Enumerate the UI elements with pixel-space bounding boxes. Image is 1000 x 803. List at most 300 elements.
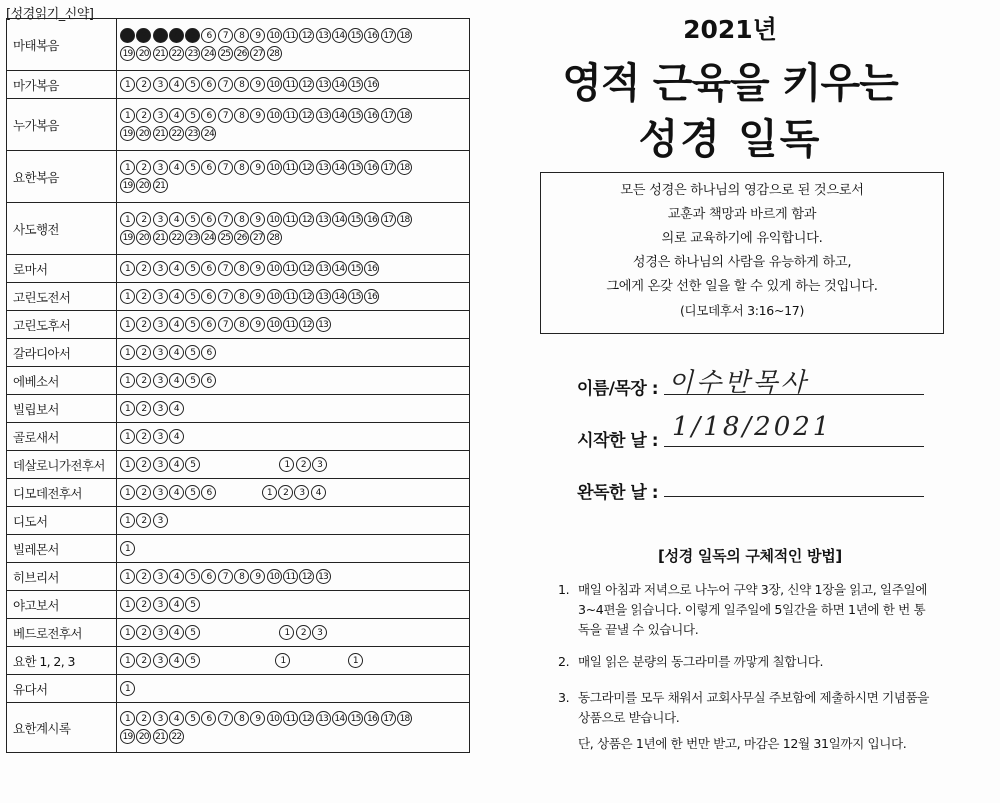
start-date-label: 시작한 날 : (577, 431, 658, 451)
chapter-checkbox[interactable]: 1 (120, 401, 135, 416)
chapter-checkbox[interactable]: 10 (267, 160, 282, 175)
chapter-checkbox[interactable]: 17 (381, 108, 396, 123)
chapter-cell (117, 203, 470, 255)
chapter-checkbox[interactable]: 13 (316, 28, 331, 43)
chapter-checkbox[interactable]: 6 (201, 569, 216, 584)
chapter-checkbox[interactable]: 20 (136, 729, 151, 744)
chapter-checkbox[interactable]: 8 (234, 108, 249, 123)
chapter-checkbox[interactable]: 5 (185, 485, 200, 500)
chapter-checkbox[interactable]: 11 (283, 28, 298, 43)
chapter-line (120, 159, 466, 177)
chapter-checkbox[interactable]: 23 (185, 230, 200, 245)
chapter-checkbox[interactable]: 14 (332, 108, 347, 123)
chapter-checkbox[interactable]: 20 (136, 46, 151, 61)
chapter-checkbox[interactable]: 15 (348, 108, 363, 123)
chapter-checkbox[interactable]: 1 (120, 261, 135, 276)
chapter-checkbox[interactable]: 26 (234, 230, 249, 245)
chapter-checkbox[interactable]: 2 (136, 317, 151, 332)
chapter-checkbox[interactable]: 7 (218, 160, 233, 175)
chapter-checkbox[interactable]: 11 (283, 160, 298, 175)
start-date-field[interactable] (664, 446, 924, 447)
chapter-checkbox[interactable]: 9 (250, 289, 265, 304)
chapter-checkbox[interactable]: 7 (218, 289, 233, 304)
chapter-checkbox[interactable]: 3 (153, 160, 168, 175)
chapter-checkbox[interactable]: 18 (397, 711, 412, 726)
chapter-line (120, 428, 466, 446)
chapter-checkbox[interactable]: 24 (201, 46, 216, 61)
chapter-line (120, 624, 466, 642)
chapter-checkbox[interactable]: 1 (120, 289, 135, 304)
step-text: 단, 상품은 1년에 한 번만 받고, 마감은 12월 31일까지 입니다. (578, 736, 907, 751)
chapter-cell (117, 367, 470, 395)
chapter-checkbox[interactable]: 21 (153, 46, 168, 61)
chapter-checkbox[interactable]: 5 (185, 261, 200, 276)
chapter-checkbox[interactable]: 1 (120, 373, 135, 388)
chapter-checkbox[interactable]: 21 (153, 126, 168, 141)
chapter-checkbox[interactable]: 14 (332, 77, 347, 92)
verse-line: 교훈과 책망과 바르게 함과 (667, 207, 817, 222)
chapter-checkbox[interactable]: 8 (234, 160, 249, 175)
chapter-checkbox[interactable]: 5 (185, 108, 200, 123)
chapter-checkbox[interactable]: 1 (120, 345, 135, 360)
chapter-checkbox[interactable]: 1 (120, 541, 135, 556)
chapter-checkbox[interactable]: 5 (185, 457, 200, 472)
chapter-checkbox[interactable]: 13 (316, 569, 331, 584)
chapter-checkbox[interactable]: 2 (136, 597, 151, 612)
chapter-checkbox[interactable]: 3 (153, 429, 168, 444)
method-step (558, 580, 938, 640)
chapter-checkbox[interactable]: 4 (169, 345, 184, 360)
chapter-cell (117, 591, 470, 619)
chapter-checkbox[interactable]: 4 (169, 160, 184, 175)
chapter-checkbox[interactable]: 15 (348, 77, 363, 92)
chapter-checkbox[interactable]: 13 (316, 212, 331, 227)
chapter-checkbox[interactable]: 3 (153, 711, 168, 726)
chapter-checkbox[interactable]: 6 (201, 160, 216, 175)
chapter-checkbox[interactable]: 19 (120, 178, 135, 193)
chapter-checkbox[interactable]: 1 (120, 160, 135, 175)
chapter-checkbox[interactable]: 20 (136, 178, 151, 193)
chapter-checkbox[interactable]: 12 (299, 108, 314, 123)
book-name: 데살로니가전후서 (7, 451, 117, 479)
chapter-checkbox[interactable]: 14 (332, 711, 347, 726)
chapter-checkbox[interactable]: 13 (316, 289, 331, 304)
chapter-checkbox[interactable]: 7 (218, 317, 233, 332)
chapter-checkbox[interactable]: 8 (234, 28, 249, 43)
chapter-checkbox[interactable]: 5 (185, 653, 200, 668)
chapter-checkbox[interactable]: 18 (397, 212, 412, 227)
chapter-checkbox[interactable]: 1 (120, 212, 135, 227)
chapter-checkbox[interactable]: 4 (169, 457, 184, 472)
chapter-checkbox[interactable]: 8 (234, 289, 249, 304)
name-field[interactable] (664, 394, 924, 395)
chapter-checkbox[interactable]: 8 (234, 261, 249, 276)
chapter-checkbox[interactable]: 19 (120, 126, 135, 141)
chapter-checkbox[interactable]: 10 (267, 28, 282, 43)
chapter-checkbox[interactable]: 3 (153, 289, 168, 304)
chapter-checkbox[interactable]: 3 (312, 457, 327, 472)
chapter-checkbox[interactable]: 3 (153, 597, 168, 612)
chapter-checkbox[interactable]: 9 (250, 261, 265, 276)
chapter-line (120, 456, 466, 474)
chapter-checkbox[interactable]: 5 (185, 212, 200, 227)
chapter-checkbox[interactable]: 6 (201, 28, 216, 43)
chapter-checkbox[interactable]: 5 (185, 77, 200, 92)
book-name: 히브리서 (7, 563, 117, 591)
chapter-checkbox[interactable]: 3 (153, 373, 168, 388)
chapter-checkbox[interactable]: 4 (169, 77, 184, 92)
chapter-checkbox[interactable]: 22 (169, 729, 184, 744)
chapter-checkbox[interactable]: 7 (218, 108, 233, 123)
chapter-checkbox[interactable]: 2 (136, 77, 151, 92)
chapter-checkbox[interactable]: 13 (316, 317, 331, 332)
chapter-checkbox[interactable]: 11 (283, 77, 298, 92)
chapter-checkbox[interactable]: 9 (250, 77, 265, 92)
chapter-checkbox[interactable]: 10 (267, 261, 282, 276)
chapter-checkbox[interactable]: 2 (136, 625, 151, 640)
chapter-checkbox[interactable]: 2 (296, 457, 311, 472)
chapter-checkbox[interactable]: 15 (348, 261, 363, 276)
chapter-checkbox[interactable]: 11 (283, 212, 298, 227)
finish-date-field[interactable] (664, 496, 924, 497)
chapter-checkbox[interactable]: 1 (120, 653, 135, 668)
chapter-line (120, 710, 466, 728)
chapter-checkbox[interactable]: 2 (278, 485, 293, 500)
chapter-checkbox[interactable]: 3 (153, 485, 168, 500)
chapter-checkbox[interactable]: 14 (332, 261, 347, 276)
chapter-checkbox[interactable]: 1 (120, 429, 135, 444)
chapter-checkbox[interactable]: 2 (136, 373, 151, 388)
chapter-checkbox[interactable]: 12 (299, 261, 314, 276)
chapter-checkbox[interactable]: 14 (332, 212, 347, 227)
chapter-checkbox[interactable]: 21 (153, 230, 168, 245)
book-name: 마태복음 (7, 19, 117, 71)
chapter-checkbox[interactable]: 5 (185, 289, 200, 304)
chapter-checkbox[interactable]: 28 (267, 230, 282, 245)
chapter-checkbox[interactable]: 16 (364, 160, 379, 175)
chapter-checkbox[interactable]: 1 (279, 457, 294, 472)
chapter-checkbox[interactable]: 11 (283, 289, 298, 304)
chapter-checkbox[interactable]: 6 (201, 711, 216, 726)
book-name: 디모데전후서 (7, 479, 117, 507)
chapter-checkbox[interactable]: 18 (397, 108, 412, 123)
book-row (7, 339, 470, 367)
chapter-checkbox[interactable]: 2 (136, 345, 151, 360)
chapter-checkbox[interactable]: 3 (153, 28, 168, 43)
chapter-checkbox[interactable]: 8 (234, 711, 249, 726)
chapter-checkbox[interactable]: 1 (120, 625, 135, 640)
chapter-checkbox[interactable]: 2 (136, 289, 151, 304)
book-row (7, 311, 470, 339)
chapter-checkbox[interactable]: 3 (153, 569, 168, 584)
chapter-checkbox[interactable]: 8 (234, 77, 249, 92)
chapter-checkbox[interactable]: 11 (283, 569, 298, 584)
chapter-checkbox[interactable]: 4 (169, 625, 184, 640)
book-name: 에베소서 (7, 367, 117, 395)
chapter-checkbox[interactable]: 10 (267, 108, 282, 123)
chapter-checkbox[interactable]: 26 (234, 46, 249, 61)
chapter-checkbox[interactable]: 3 (153, 108, 168, 123)
chapter-checkbox[interactable]: 1 (120, 513, 135, 528)
chapter-checkbox[interactable]: 13 (316, 77, 331, 92)
chapter-checkbox[interactable]: 2 (136, 28, 151, 43)
chapter-checkbox[interactable]: 22 (169, 126, 184, 141)
chapter-checkbox[interactable]: 25 (218, 230, 233, 245)
chapter-checkbox[interactable]: 11 (283, 317, 298, 332)
chapter-checkbox[interactable]: 2 (136, 711, 151, 726)
chapter-checkbox[interactable]: 23 (185, 46, 200, 61)
chapter-checkbox[interactable]: 18 (397, 28, 412, 43)
chapter-checkbox[interactable]: 10 (267, 711, 282, 726)
chapter-checkbox[interactable]: 8 (234, 569, 249, 584)
chapter-checkbox[interactable]: 12 (299, 317, 314, 332)
chapter-checkbox[interactable]: 15 (348, 160, 363, 175)
chapter-checkbox[interactable]: 5 (185, 711, 200, 726)
chapter-checkbox[interactable]: 13 (316, 261, 331, 276)
book-name: 야고보서 (7, 591, 117, 619)
chapter-checkbox[interactable]: 4 (311, 485, 326, 500)
chapter-checkbox[interactable]: 10 (267, 77, 282, 92)
chapter-checkbox[interactable]: 8 (234, 317, 249, 332)
chapter-checkbox[interactable]: 20 (136, 126, 151, 141)
chapter-checkbox[interactable]: 4 (169, 108, 184, 123)
chapter-checkbox[interactable]: 2 (136, 108, 151, 123)
chapter-checkbox[interactable]: 14 (332, 289, 347, 304)
chapter-checkbox[interactable]: 2 (136, 401, 151, 416)
chapter-checkbox[interactable]: 3 (312, 625, 327, 640)
book-name: 로마서 (7, 255, 117, 283)
chapter-checkbox[interactable]: 15 (348, 289, 363, 304)
chapter-checkbox[interactable]: 11 (283, 711, 298, 726)
chapter-checkbox[interactable]: 6 (201, 345, 216, 360)
chapter-checkbox[interactable]: 23 (185, 126, 200, 141)
chapter-checkbox[interactable]: 4 (169, 28, 184, 43)
chapter-cell (117, 311, 470, 339)
chapter-checkbox[interactable]: 24 (201, 230, 216, 245)
chapter-checkbox[interactable]: 2 (136, 569, 151, 584)
chapter-checkbox[interactable]: 3 (294, 485, 309, 500)
chapter-checkbox[interactable]: 3 (153, 77, 168, 92)
chapter-checkbox[interactable]: 1 (279, 625, 294, 640)
chapter-checkbox[interactable]: 5 (185, 625, 200, 640)
chapter-checkbox[interactable]: 4 (169, 289, 184, 304)
chapter-checkbox[interactable]: 6 (201, 485, 216, 500)
chapter-checkbox[interactable]: 13 (316, 711, 331, 726)
chapter-checkbox[interactable]: 1 (275, 653, 290, 668)
chapter-checkbox[interactable]: 15 (348, 711, 363, 726)
chapter-checkbox[interactable]: 4 (169, 429, 184, 444)
chapter-cell (117, 339, 470, 367)
chapter-checkbox[interactable]: 7 (218, 212, 233, 227)
method-step (558, 652, 938, 672)
chapter-checkbox[interactable]: 1 (120, 317, 135, 332)
chapter-checkbox[interactable]: 21 (153, 178, 168, 193)
chapter-checkbox[interactable]: 2 (136, 429, 151, 444)
book-name: 골로새서 (7, 423, 117, 451)
chapter-checkbox[interactable]: 12 (299, 212, 314, 227)
chapter-checkbox[interactable]: 7 (218, 711, 233, 726)
chapter-checkbox[interactable]: 8 (234, 212, 249, 227)
chapter-checkbox[interactable]: 18 (397, 160, 412, 175)
chapter-checkbox[interactable]: 27 (250, 230, 265, 245)
chapter-checkbox[interactable]: 15 (348, 212, 363, 227)
book-row (7, 19, 470, 71)
chapter-checkbox[interactable]: 2 (136, 513, 151, 528)
chapter-checkbox[interactable]: 3 (153, 212, 168, 227)
chapter-checkbox[interactable]: 17 (381, 160, 396, 175)
chapter-checkbox[interactable]: 6 (201, 212, 216, 227)
chapter-checkbox[interactable]: 2 (136, 485, 151, 500)
chapter-checkbox[interactable]: 12 (299, 28, 314, 43)
chapter-checkbox[interactable]: 6 (201, 108, 216, 123)
chapter-checkbox[interactable]: 3 (153, 261, 168, 276)
chapter-checkbox[interactable]: 14 (332, 28, 347, 43)
book-row (7, 675, 470, 703)
chapter-checkbox[interactable]: 9 (250, 569, 265, 584)
chapter-checkbox[interactable]: 3 (153, 513, 168, 528)
chapter-checkbox[interactable]: 1 (120, 457, 135, 472)
chapter-checkbox[interactable]: 5 (185, 373, 200, 388)
chapter-checkbox[interactable]: 5 (185, 597, 200, 612)
chapter-checkbox[interactable]: 1 (120, 711, 135, 726)
chapter-checkbox[interactable]: 4 (169, 711, 184, 726)
chapter-checkbox[interactable]: 25 (218, 46, 233, 61)
chapter-checkbox[interactable]: 9 (250, 317, 265, 332)
chapter-checkbox[interactable]: 5 (185, 28, 200, 43)
chapter-checkbox[interactable]: 19 (120, 46, 135, 61)
chapter-checkbox[interactable]: 6 (201, 261, 216, 276)
chapter-checkbox[interactable]: 2 (136, 457, 151, 472)
chapter-checkbox[interactable]: 5 (185, 317, 200, 332)
chapter-checkbox[interactable]: 4 (169, 317, 184, 332)
chapter-checkbox[interactable]: 1 (120, 569, 135, 584)
chapter-checkbox[interactable]: 1 (120, 28, 135, 43)
chapter-checkbox[interactable]: 13 (316, 160, 331, 175)
chapter-checkbox[interactable]: 10 (267, 569, 282, 584)
chapter-cell (117, 283, 470, 311)
chapter-checkbox[interactable]: 3 (153, 457, 168, 472)
chapter-checkbox[interactable]: 9 (250, 212, 265, 227)
chapter-checkbox[interactable]: 7 (218, 261, 233, 276)
book-row (7, 99, 470, 151)
chapter-checkbox[interactable]: 4 (169, 212, 184, 227)
chapter-line (120, 652, 466, 670)
chapter-checkbox[interactable]: 17 (381, 28, 396, 43)
chapter-checkbox[interactable]: 2 (136, 261, 151, 276)
chapter-checkbox[interactable]: 12 (299, 77, 314, 92)
chapter-checkbox[interactable]: 3 (153, 345, 168, 360)
chapter-checkbox[interactable]: 3 (153, 653, 168, 668)
chapter-checkbox[interactable]: 1 (120, 681, 135, 696)
chapter-checkbox[interactable]: 27 (250, 46, 265, 61)
chapter-checkbox[interactable]: 9 (250, 160, 265, 175)
chapter-checkbox[interactable]: 20 (136, 230, 151, 245)
chapter-checkbox[interactable]: 11 (283, 261, 298, 276)
chapter-checkbox[interactable]: 5 (185, 569, 200, 584)
chapter-checkbox[interactable]: 6 (201, 77, 216, 92)
chapter-checkbox[interactable]: 3 (153, 317, 168, 332)
chapter-checkbox[interactable]: 10 (267, 317, 282, 332)
chapter-checkbox[interactable]: 16 (364, 261, 379, 276)
chapter-group (262, 485, 327, 500)
chapter-checkbox[interactable]: 12 (299, 711, 314, 726)
chapter-checkbox[interactable]: 6 (201, 289, 216, 304)
chapter-checkbox[interactable]: 16 (364, 289, 379, 304)
main-title-line2: 성경 일독 (638, 115, 822, 163)
chapter-checkbox[interactable]: 10 (267, 212, 282, 227)
chapter-checkbox[interactable]: 16 (364, 77, 379, 92)
chapter-checkbox[interactable]: 12 (299, 569, 314, 584)
chapter-checkbox[interactable]: 19 (120, 230, 135, 245)
chapter-checkbox[interactable]: 5 (185, 160, 200, 175)
chapter-checkbox[interactable]: 17 (381, 711, 396, 726)
chapter-checkbox[interactable]: 5 (185, 345, 200, 360)
chapter-checkbox[interactable]: 2 (296, 625, 311, 640)
chapter-checkbox[interactable]: 1 (120, 77, 135, 92)
chapter-checkbox[interactable]: 2 (136, 212, 151, 227)
chapter-checkbox[interactable]: 2 (136, 160, 151, 175)
chapter-checkbox[interactable]: 16 (364, 108, 379, 123)
chapter-checkbox[interactable]: 3 (153, 625, 168, 640)
start-date-handwritten-value: 1/18/2021 (672, 412, 833, 442)
chapter-checkbox[interactable]: 2 (136, 653, 151, 668)
chapter-checkbox[interactable]: 1 (120, 108, 135, 123)
chapter-checkbox[interactable]: 28 (267, 46, 282, 61)
chapter-checkbox[interactable]: 1 (348, 653, 363, 668)
book-row (7, 647, 470, 675)
chapter-checkbox[interactable]: 6 (201, 373, 216, 388)
chapter-checkbox[interactable]: 3 (153, 401, 168, 416)
chapter-checkbox[interactable]: 13 (316, 108, 331, 123)
chapter-checkbox[interactable]: 9 (250, 28, 265, 43)
chapter-checkbox[interactable]: 16 (364, 711, 379, 726)
chapter-checkbox[interactable]: 4 (169, 569, 184, 584)
chapter-checkbox[interactable]: 24 (201, 126, 216, 141)
chapter-checkbox[interactable]: 1 (120, 485, 135, 500)
chapter-checkbox[interactable]: 12 (299, 289, 314, 304)
chapter-checkbox[interactable]: 10 (267, 289, 282, 304)
chapter-checkbox[interactable]: 14 (332, 160, 347, 175)
chapter-checkbox[interactable]: 1 (120, 597, 135, 612)
chapter-checkbox[interactable]: 1 (262, 485, 277, 500)
chapter-checkbox[interactable]: 4 (169, 597, 184, 612)
chapter-checkbox[interactable]: 19 (120, 729, 135, 744)
method-step (558, 734, 938, 754)
chapter-checkbox[interactable]: 11 (283, 108, 298, 123)
chapter-checkbox[interactable]: 6 (201, 317, 216, 332)
chapter-checkbox[interactable]: 17 (381, 212, 396, 227)
chapter-checkbox[interactable]: 22 (169, 46, 184, 61)
chapter-checkbox[interactable]: 7 (218, 569, 233, 584)
chapter-checkbox[interactable]: 4 (169, 401, 184, 416)
chapter-checkbox[interactable]: 16 (364, 28, 379, 43)
chapter-checkbox[interactable]: 12 (299, 160, 314, 175)
book-checklist-table (6, 18, 470, 753)
chapter-checkbox[interactable]: 15 (348, 28, 363, 43)
chapter-checkbox[interactable]: 22 (169, 230, 184, 245)
chapter-checkbox[interactable]: 4 (169, 485, 184, 500)
chapter-checkbox[interactable]: 4 (169, 261, 184, 276)
chapter-checkbox[interactable]: 4 (169, 373, 184, 388)
chapter-checkbox[interactable]: 9 (250, 711, 265, 726)
chapter-checkbox[interactable]: 9 (250, 108, 265, 123)
chapter-checkbox[interactable]: 4 (169, 653, 184, 668)
chapter-checkbox[interactable]: 16 (364, 212, 379, 227)
chapter-checkbox[interactable]: 21 (153, 729, 168, 744)
chapter-checkbox[interactable]: 7 (218, 28, 233, 43)
chapter-cell (117, 675, 470, 703)
chapter-checkbox[interactable]: 7 (218, 77, 233, 92)
